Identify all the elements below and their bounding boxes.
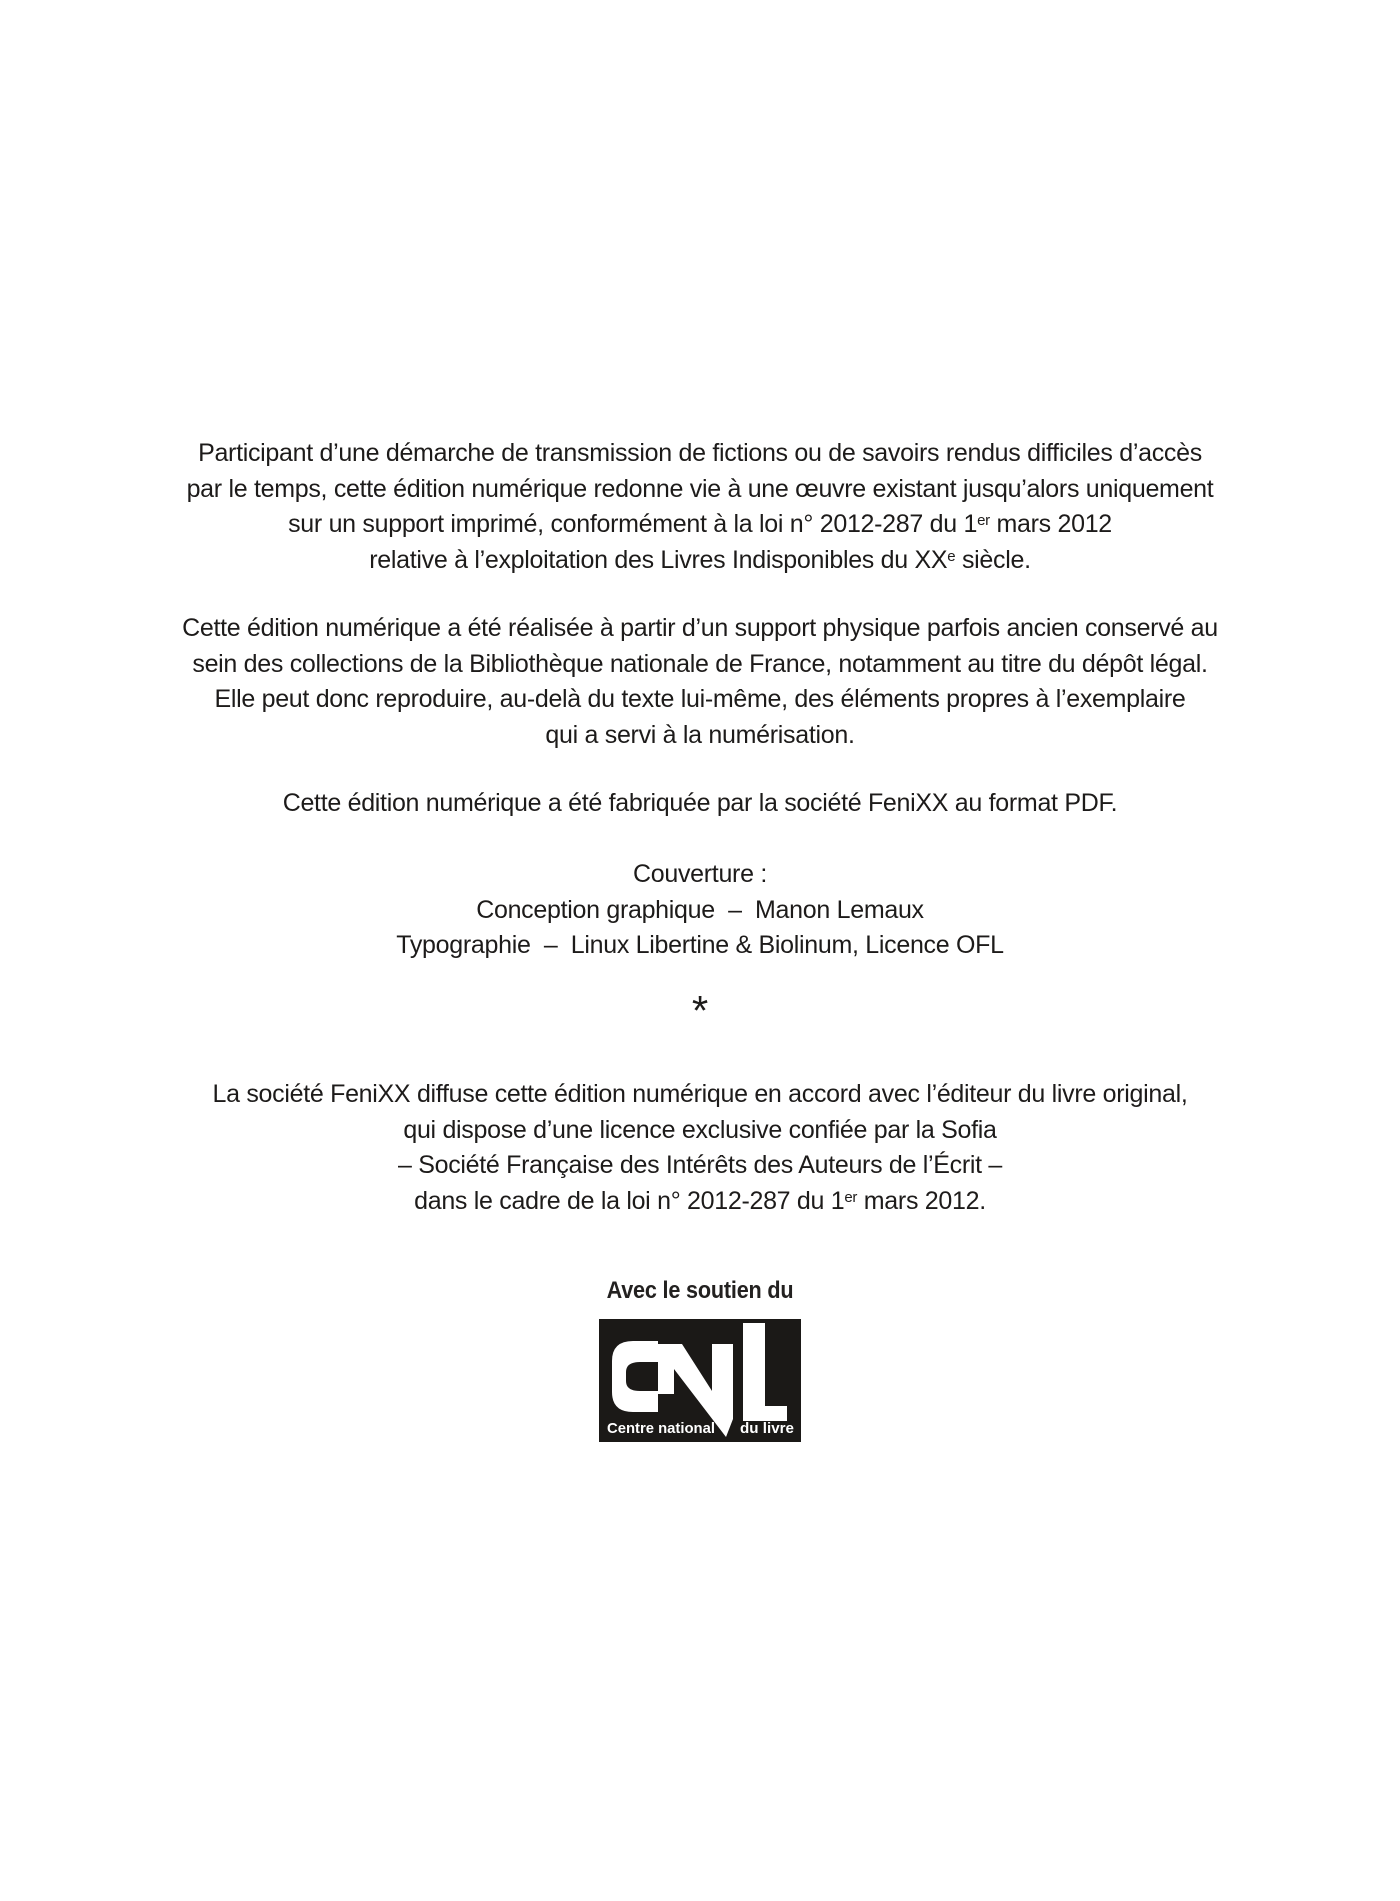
paragraph-line — [0, 543, 1400, 579]
cover-credit-line: Typographie – Linux Libertine & Biolinum, Licence OFL — [396, 931, 1004, 959]
paragraph-line: qui a servi à la numérisation. — [545, 720, 855, 749]
paragraph-line — [0, 507, 1400, 543]
fenixx-pdf-line — [0, 786, 1400, 822]
asterisk-glyph: * — [691, 987, 709, 1034]
superscript-er: er — [844, 1188, 858, 1206]
paragraph-line — [0, 1184, 1400, 1220]
cover-credits-title: Couverture : — [633, 860, 767, 888]
bnf-paragraph — [0, 611, 1400, 753]
superscript-er: er — [977, 512, 990, 530]
asterisk-separator — [0, 987, 1400, 1034]
paragraph-line: Cette édition numérique a été réalisée à partir d’un support physique parfois ancien conservé au — [182, 614, 1218, 642]
cnl-bottom-left-label: Centre national — [607, 1420, 715, 1437]
paragraph-line: La société FeniXX diffuse cette édition numérique en accord avec l’éditeur du livre original, — [212, 1080, 1188, 1108]
paragraph-line: – Société Française des Intérêts des Auteurs de l’Écrit – — [397, 1151, 1003, 1179]
cover-credit-line: Conception graphique – Manon Lemaux — [476, 895, 924, 924]
paragraph-line: Cette édition numérique a été fabriquée par la société FeniXX au format PDF. — [282, 789, 1118, 817]
paragraph-line: sein des collections de la Bibliothèque nationale de France, notamment au titre du dépôt légal. — [192, 649, 1208, 678]
paragraph-line: par le temps, cette édition numérique redonne vie à une œuvre existant jusqu’alors uniquement — [186, 474, 1214, 503]
line-text: mars 2012 — [989, 510, 1112, 538]
cover-credits — [0, 857, 1400, 964]
line-text: siècle. — [955, 545, 1031, 574]
paragraph-line: qui dispose d’une licence exclusive confiée par la Sofia — [403, 1115, 997, 1144]
cnl-logo — [599, 1319, 801, 1442]
cnl-logo-icon — [599, 1319, 801, 1442]
legal-paragraph-1 — [0, 436, 1400, 578]
superscript-e: e — [947, 547, 956, 565]
diffusion-paragraph — [0, 1077, 1400, 1219]
line-text: relative à l’exploitation des Livres Indisponibles du XX — [369, 545, 948, 574]
paragraph-line: Participant d’une démarche de transmission de fictions ou de savoirs rendus difficiles d’accès — [198, 439, 1202, 467]
line-text: sur un support imprimé, conformément à la loi n° 2012-287 du 1 — [288, 510, 978, 538]
cnl-support-caption: Avec le soutien du — [606, 1277, 794, 1304]
paragraph-line: Elle peut donc reproduire, au-delà du texte lui-même, des éléments propres à l’exemplaire — [214, 685, 1186, 713]
line-text: mars 2012. — [857, 1186, 986, 1215]
cnl-bottom-right-label: du livre — [740, 1420, 794, 1437]
line-text: dans le cadre de la loi n° 2012-287 du 1 — [414, 1186, 845, 1215]
